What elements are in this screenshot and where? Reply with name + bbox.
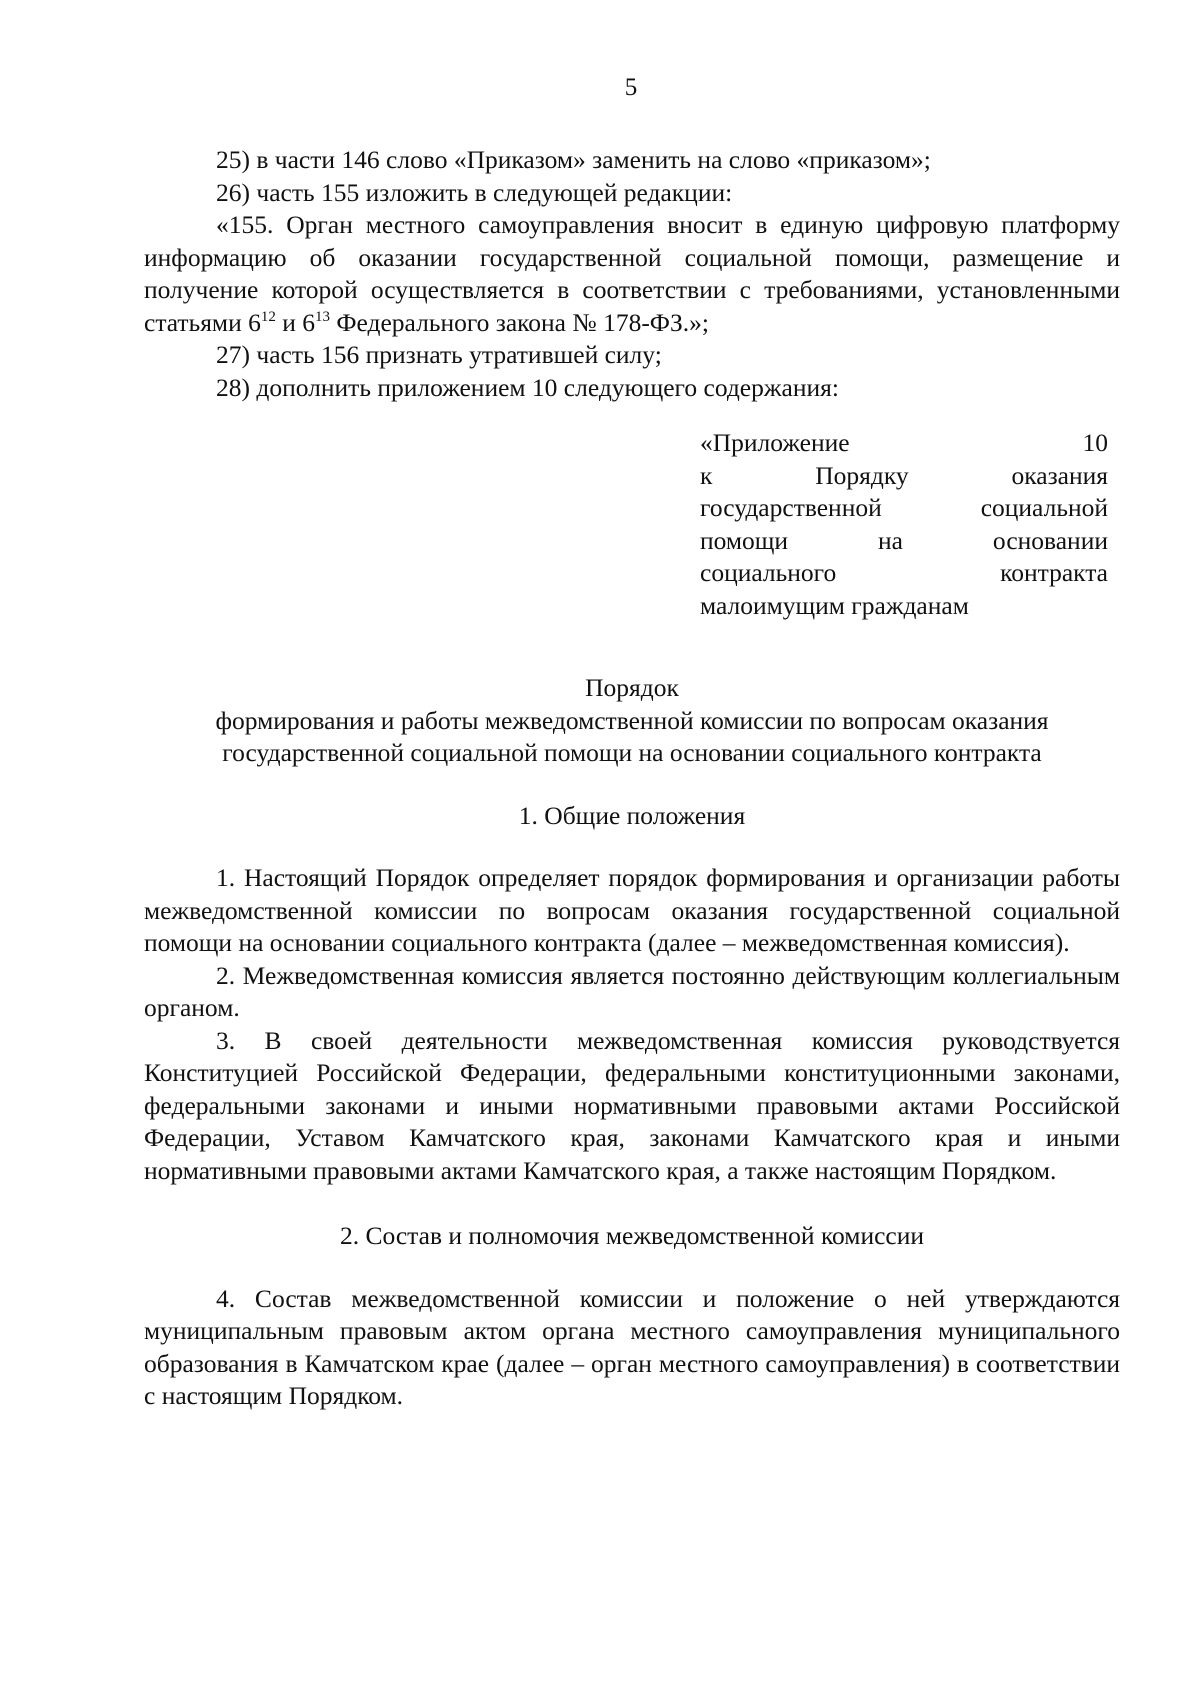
quote-155	[144, 209, 1120, 339]
appendix-line: государственной социальной	[700, 493, 1108, 522]
appendix-line: помощи на основании	[700, 525, 1108, 555]
appendix-line: малоимущим гражданам	[700, 590, 969, 620]
item-26: 26) часть 155 изложить в следующей редакции:	[216, 177, 733, 207]
page-number: 5	[624, 74, 638, 101]
title-line-1: Порядок	[585, 673, 679, 702]
appendix-line: социального контракта	[700, 558, 1108, 587]
clause-2: 2. Межведомственная комиссия является постоянно действующим коллегиальным органом.	[144, 960, 1120, 1022]
item-28: 28) дополнить приложением 10 следующего содержания:	[216, 372, 839, 402]
quote-155-text: «155. Орган местного самоуправления вносит в единую цифровую платформу информацию об оказании государственной социальной помощи, размещение и получение которой осуществляется в соответствии с требованиями, установленными статьями 6	[144, 210, 1120, 337]
document-body	[144, 144, 1120, 1413]
order-title	[144, 672, 1120, 770]
title-line-2: формирования и работы межведомственной комиссии по вопросам оказания	[215, 705, 1049, 735]
title-line-3: государственной социальной помощи на основании социального контракта	[222, 738, 1042, 767]
quote-155-and: и 6	[275, 307, 315, 337]
appendix-caption	[700, 427, 1108, 622]
section-2-heading: 2. Состав и полномочия межведомственной комиссии	[339, 1221, 925, 1250]
item-27: 27) часть 156 признать утратившей силу;	[216, 340, 662, 369]
section-1-heading: 1. Общие положения	[518, 800, 746, 830]
quote-155-law: Федерального закона № 178-ФЗ.»;	[330, 307, 709, 337]
appendix-line: «Приложение 10	[700, 428, 1108, 457]
clause-3: 3. В своей деятельности межведомственная комиссия руководствуется Конституцией Российской Федерации, федеральными конституционными законами, федеральными законами и иными нормативными правовыми актами Российской Федерации, Уставом Камчатского края, законами Камчатского края и иными нормативными правовыми актами Камчатского края, а также настоящим Порядком.	[144, 1025, 1120, 1185]
clause-1: 1. Настоящий Порядок определяет порядок формирования и организации работы межведомственной комиссии по вопросам оказания государственной социальной помощи на основании социального контракта (далее – межведомственная комиссия).	[144, 863, 1120, 957]
item-25: 25) в части 146 слово «Приказом» заменить на слово «приказом»;	[216, 145, 931, 174]
appendix-line: к Порядку оказания	[700, 460, 1108, 490]
superscript-12: 12	[260, 308, 276, 325]
clause-4: 4. Состав межведомственной комиссии и положение о ней утверждаются муниципальным правовым актом органа местного самоуправления муниципального образования в Камчатском крае (далее – орган местного самоуправления) в соответствии с настоящим Порядком.	[144, 1283, 1120, 1410]
superscript-13: 13	[315, 308, 330, 325]
